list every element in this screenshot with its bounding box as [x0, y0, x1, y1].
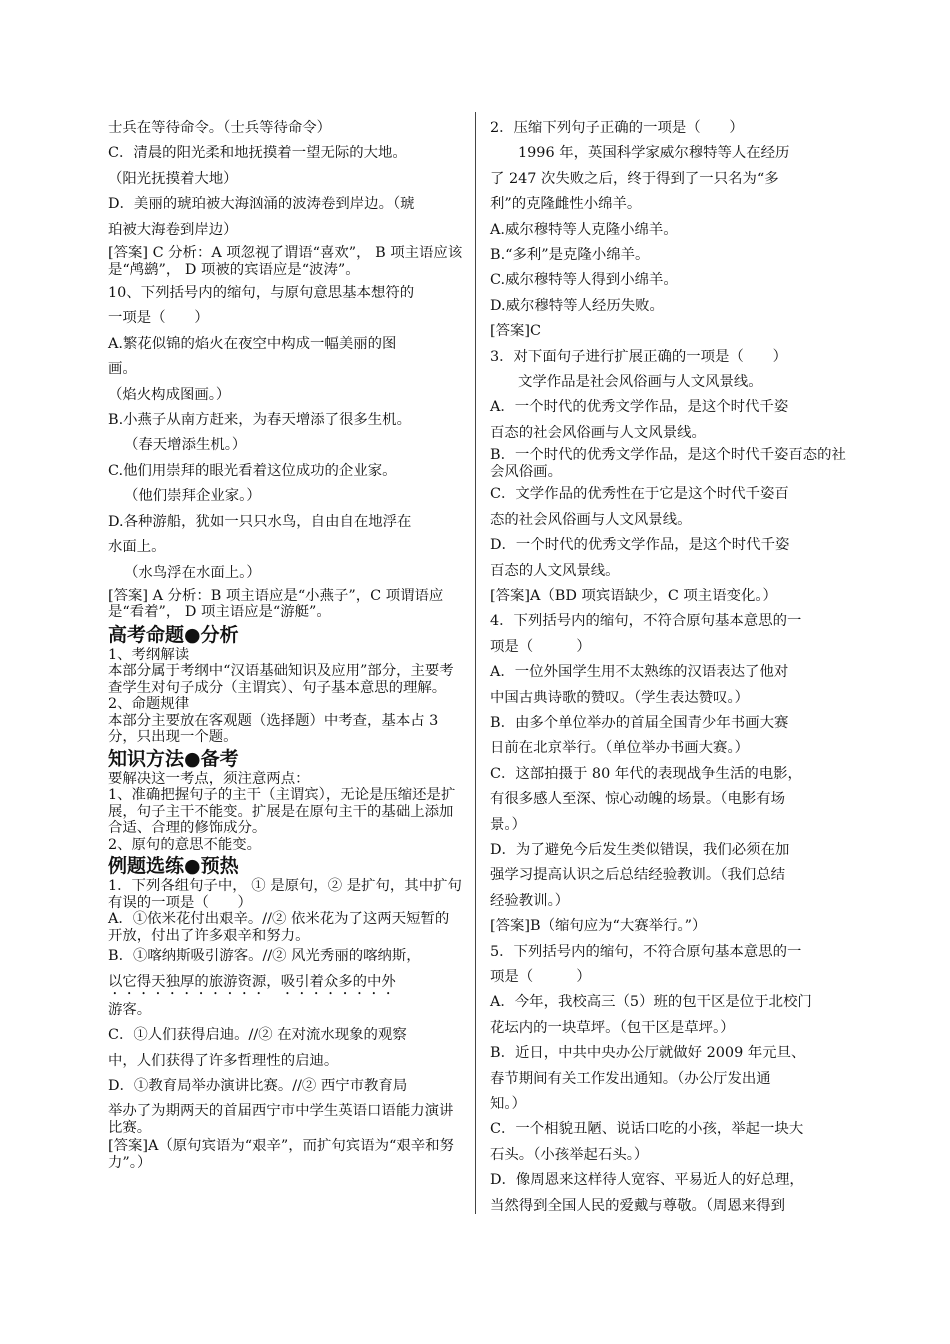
question-2: 2．压缩下列句子正确的一项是（ ）: [490, 120, 744, 136]
question-3: 3．对下面句子进行扩展正确的一项是（ ）: [490, 348, 787, 365]
option-c: C．一个相貌丑陋、说话口吃的小孩，举起一块大: [490, 1121, 804, 1138]
text-line: 百态的人文风景线。: [490, 562, 620, 579]
text-line: 以它得天独厚的旅游资源，吸引着众多的中外: [108, 973, 396, 990]
option-b: B.小燕子从南方赶来，为春天增添了很多生机。: [108, 412, 411, 429]
section-heading: 高考命题●分析: [108, 623, 239, 646]
option-a: A．一位外国学生用不太熟练的汉语表达了他对: [490, 664, 789, 681]
option-d: D．像周恩来这样待人宽容、平易近人的好总理，: [490, 1172, 804, 1189]
option-a: A.威尔穆特等人克隆小绵羊。: [490, 221, 678, 238]
option-c: C．这部拍摄于 80 年代的表现战争生活的电影，: [490, 765, 802, 782]
text-line: 态的社会风俗画与人文风景线。: [490, 511, 692, 528]
answer-1: [答案]A（原句宾语为“艰辛”，而扩句宾语为“艰辛和努力”。）: [108, 1138, 454, 1171]
option-c: C．清晨的阳光柔和地抚摸着一望无际的大地。: [108, 145, 407, 162]
text-line: 中国古典诗歌的赞叹。（学生表达赞叹。）: [490, 689, 750, 706]
option-c: C．文学作品的优秀性在于它是这个时代千姿百: [490, 486, 789, 503]
text-line: （春天增添生机。）: [124, 437, 247, 454]
option-c: C.他们用崇拜的眼光看着这位成功的企业家。: [108, 462, 397, 479]
subsection-title: 2、命题规律: [108, 696, 190, 713]
text-line: 珀被大海卷到岸边）: [108, 221, 238, 238]
question-4: 4．下列括号内的缩句，不符合原句基本意思的一: [490, 613, 802, 630]
option-c: C.威尔穆特等人得到小绵羊。: [490, 272, 678, 289]
option-a: A.繁花似锦的焰火在夜空中构成一幅美丽的图: [108, 335, 397, 352]
option-a: A．今年，我校高三（5）班的包干区是位于北校门: [490, 994, 812, 1011]
text-line: 项是（ ）: [490, 638, 591, 655]
text-line: 文学作品是社会风俗画与人文风景线。: [518, 374, 763, 391]
option-c: C．①人们获得启迪。//② 在对流水现象的观察: [108, 1027, 407, 1044]
option-b: B．近日，中共中央办公厅就做好 2009 年元旦、: [490, 1045, 806, 1062]
answer-2: [答案]C: [490, 323, 542, 340]
text-line: 一项是（ ）: [108, 310, 209, 327]
text-line: 游客。: [108, 1001, 152, 1018]
text-line: 百态的社会风俗画与人文风景线。: [490, 424, 706, 441]
text-line: 1996 年，英国科学家威尔穆特等人在经历: [518, 145, 790, 162]
paragraph: 本部分属于考纲中“汉语基础知识及应用”部分，主要考查学生对句子成分（主谓宾）、句子基本意思的理解。: [108, 663, 454, 696]
question-5: 5．下列括号内的缩句，不符合原句基本意思的一: [490, 943, 802, 960]
option-b: B．一个时代的优秀文学作品，是这个时代千姿百态的社会风俗画。: [490, 447, 846, 480]
text-line: 春节期间有关工作发出通知。（办公厅发出通: [490, 1070, 771, 1087]
text-line: 水面上。: [108, 539, 166, 556]
text-line: 景。）: [490, 816, 526, 833]
option-b: B．由多个单位举办的首届全国青少年书画大赛: [490, 714, 789, 731]
answer-4: [答案]B（缩句应为“大赛举行。”）: [490, 918, 707, 935]
text-line: （水鸟浮在水面上。）: [124, 564, 261, 581]
option-d: D．一个时代的优秀文学作品，是这个时代千姿: [490, 537, 790, 554]
option-a: A．①依米花付出艰辛。//② 依米花为了这两天短暂的开放，付出了许多艰辛和努力。: [108, 911, 450, 944]
text-line: 石头。（小孩举起石头。）: [490, 1146, 649, 1163]
question-1: 1．下列各组句子中， ① 是原句，② 是扩句，其中扩句有误的一项是（ ）: [108, 878, 462, 911]
text-line: 当然得到全国人民的爱戴与尊敬。（周恩来得到: [490, 1197, 786, 1214]
paragraph: 2、原句的意思不能变。: [108, 836, 262, 853]
text-line: 举办了为期两天的首届西宁市中学生英语口语能力演讲比赛。: [108, 1103, 454, 1136]
text-line: 日前在北京举行。（单位举办书画大赛。）: [490, 740, 750, 757]
left-column: [108, 116, 463, 1171]
text-line: 项是（ ）: [490, 969, 591, 985]
section-heading: 知识方法●备考: [108, 747, 239, 770]
paragraph: 1、准确把握句子的主干（主谓宾），无论是压缩还是扩展，句子主干不能变。扩展是在原句主干的基础上添加合适、合理的修饰成分。: [108, 787, 456, 837]
text-line: （阳光抚摸着大地）: [108, 170, 238, 187]
text-line: 利”的克隆雌性小绵羊。: [490, 196, 642, 213]
text-line: 了 247 次失败之后，终于得到了一只名为“多: [490, 170, 779, 187]
option-d: D.威尔穆特等人经历失败。: [490, 297, 664, 314]
option-d: D．为了避免今后发生类似错误，我们必须在加: [490, 841, 790, 858]
option-b: B.“多利”是克隆小绵羊。: [490, 247, 650, 264]
text-line: 中，人们获得了许多哲理性的启迪。: [108, 1052, 339, 1069]
text-line: 花坛内的一块草坪。（包干区是草坪。）: [490, 1019, 735, 1036]
option-a: A．一个时代的优秀文学作品，是这个时代千姿: [490, 399, 789, 416]
answer-10: [答案] A 分析：B 项主语应是“小燕子”，C 项谓语应是“看着”， D 项主语应是“游艇”。: [108, 587, 444, 621]
right-column: [490, 116, 848, 1219]
text-line: 画。: [108, 361, 137, 378]
answer-3: [答案]A（BD 项宾语缺少，C 项主语变化。）: [490, 587, 777, 604]
column-divider: [475, 112, 476, 1214]
option-d: D．①教育局举办演讲比赛。//② 西宁市教育局: [108, 1078, 408, 1095]
text-line: （焰火构成图画。）: [108, 386, 231, 403]
subsection-title: 1、考纲解读: [108, 646, 190, 663]
option-d: D.各种游船，犹如一只只水鸟，自由自在地浮在: [108, 513, 412, 530]
answer-9: [答案] C 分析：A 项忽视了谓语“喜欢”， B 项主语应该是“鸬鹚”， D 项被的宾语应是“波涛”。: [108, 245, 463, 278]
question-10: 10、下列括号内的缩句，与原句意思基本想符的: [108, 285, 415, 302]
text-line: 强学习提高认识之后总结经验教训。（我们总结: [490, 867, 786, 884]
text-line: 经验教训。）: [490, 892, 570, 909]
text-line: 士兵在等待命令。（士兵等待命令）: [108, 120, 332, 136]
text-line: 有很多感人至深、惊心动魄的场景。（电影有场: [490, 791, 786, 808]
text-line: （他们崇拜企业家。）: [124, 488, 261, 505]
option-b: B．①喀纳斯吸引游客。//② 风光秀丽的喀纳斯，: [108, 948, 421, 965]
paragraph: 要解决这一考点，须注意两点：: [108, 770, 310, 787]
section-heading: 例题选练●预热: [108, 855, 239, 878]
paragraph: 本部分主要放在客观题（选择题）中考查，基本占 3 分，只出现一个题。: [108, 712, 439, 746]
text-line: 知。）: [490, 1096, 526, 1113]
option-d: D．美丽的琥珀被大海汹涌的波涛卷到岸边。（琥: [108, 196, 415, 213]
